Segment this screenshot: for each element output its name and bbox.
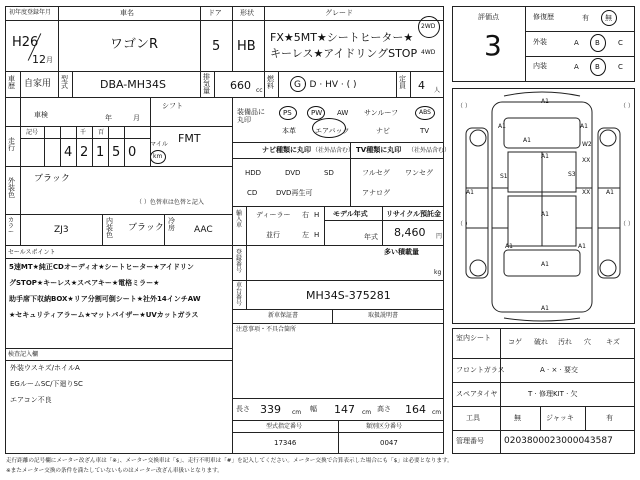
spare-value: T · 修理KIT · 欠 bbox=[528, 390, 578, 398]
month-unit: 月 bbox=[46, 56, 53, 64]
first-reg-label: 初年度登録年月 bbox=[9, 9, 52, 16]
tv-label: TV種類に丸印 bbox=[356, 146, 402, 154]
nav-dvd: DVD bbox=[285, 169, 301, 177]
fuel-label: 燃料 bbox=[267, 75, 274, 90]
nav-label: ナビ種類に丸印 bbox=[262, 146, 311, 154]
height-unit: cm bbox=[432, 409, 442, 416]
jack-label: ジャッキ bbox=[546, 414, 574, 422]
equip-aw: AW bbox=[337, 109, 349, 117]
length-unit: cm bbox=[292, 409, 302, 416]
equip-leather: 本革 bbox=[282, 127, 296, 135]
first-reg-month: 12 bbox=[32, 53, 46, 66]
mgmt-label: 管理番号 bbox=[456, 437, 484, 445]
nav-sub: （社外品含む） bbox=[312, 147, 355, 154]
equipment-label: 装備品に丸印 bbox=[237, 108, 265, 125]
height-value: 164 bbox=[405, 403, 426, 416]
door-label: ドア bbox=[208, 9, 222, 17]
diag-label-14: A1 bbox=[505, 243, 513, 250]
recycle-label: リサイクル預託金 bbox=[386, 210, 442, 218]
grade-line1: FX★5MT★シートヒーター★ bbox=[270, 31, 414, 44]
inspection-year: 年 bbox=[105, 114, 112, 122]
model: DBA-MH34S bbox=[100, 78, 167, 91]
mgmt-value: 0203800023000043587 bbox=[504, 436, 613, 446]
shape: HB bbox=[237, 39, 256, 54]
category: 自家用 bbox=[24, 79, 52, 89]
exterior-label: 外装色 bbox=[8, 177, 15, 199]
tv-fullseg: フルセグ bbox=[362, 169, 390, 177]
diag-label-11: A1 bbox=[466, 189, 474, 196]
new-car-warranty: 新車保証書 bbox=[268, 312, 299, 319]
fuel-selected-circle bbox=[290, 76, 306, 92]
import-parallel: 並行 bbox=[266, 231, 280, 239]
notes-label: 注意事項・不具合箇所 bbox=[236, 326, 297, 333]
exterior-color: ブラック bbox=[34, 174, 70, 184]
inspection-month: 月 bbox=[133, 114, 140, 122]
interior-color-label: 内装色 bbox=[106, 217, 113, 239]
inspection-label: 車検 bbox=[34, 111, 48, 119]
glass-label: フロントガラス bbox=[456, 366, 505, 374]
tools-value: 無 bbox=[514, 414, 521, 422]
model-year-label: モデル年式 bbox=[333, 210, 368, 218]
diag-label-9: S3 bbox=[568, 171, 576, 178]
seat-yogore: 汚れ bbox=[558, 338, 572, 346]
chassis-label: 車台番号 bbox=[236, 282, 243, 307]
diag-lr-bracket: （ ） bbox=[457, 221, 471, 228]
score-label: 評価点 bbox=[478, 13, 499, 21]
inspector-line-3: エアコン不良 bbox=[10, 396, 52, 404]
tv-sub: （社外品含む） bbox=[408, 147, 451, 154]
load-label: 多い積載量 bbox=[384, 248, 419, 256]
diag-rf-bracket: （ ） bbox=[620, 103, 634, 110]
spare-label: スペアタイヤ bbox=[456, 390, 498, 398]
equip-ps: PS bbox=[283, 109, 292, 117]
diag-label-17: A1 bbox=[541, 305, 549, 312]
import-right: 右 bbox=[302, 211, 309, 219]
length-value: 339 bbox=[260, 403, 281, 416]
diag-label-1: A1 bbox=[541, 98, 549, 105]
nav-hdd: HDD bbox=[245, 169, 262, 177]
sales-line-2: グSTOP★キーレス★スペアキー★電格ミラー★ bbox=[9, 279, 160, 287]
sales-line-3: 助手席下収納BOX★リア分割可倒シート★社外14インチAW bbox=[9, 295, 201, 303]
diag-label-7: XX bbox=[582, 157, 591, 164]
footer-line-1: 走行距離の記号欄にメーター改ざん車は「※」、メーター交換車は「$」、走行不明車は「#」を記入してください。メーター交換で合算表示した場合にも「$」は必要となります。 bbox=[6, 458, 453, 464]
diag-label-8: XX bbox=[582, 189, 591, 196]
interior-grade-label: 内装 bbox=[533, 62, 547, 70]
diag-label-13: A1 bbox=[541, 211, 549, 218]
shape-label: 形状 bbox=[240, 9, 254, 17]
import-handle-l: H bbox=[314, 231, 320, 239]
capacity-unit: 人 bbox=[434, 87, 441, 94]
seat-kizu: キズ bbox=[606, 338, 620, 346]
unit-km: km bbox=[153, 153, 163, 160]
sales-line-1: 5速MT★純正CDオーディオ★シートヒーター★アイドリン bbox=[9, 263, 194, 271]
model-label: 型式 bbox=[61, 75, 68, 90]
car-name-label: 車名 bbox=[120, 9, 134, 17]
mileage-digit-3: 1 bbox=[96, 145, 105, 160]
grade-line2: キーレス★アイドリングSTOP bbox=[270, 47, 418, 60]
ext-a: A bbox=[574, 39, 579, 47]
inspector-line-2: EGルームSC/下廻りSC bbox=[10, 380, 83, 388]
equip-tv: TV bbox=[420, 127, 430, 135]
shift-value: FMT bbox=[178, 132, 201, 145]
displacement-unit: cc bbox=[256, 87, 263, 94]
tools-label: 工具 bbox=[466, 414, 480, 422]
sales-points-label: セールスポイント bbox=[8, 249, 56, 256]
reg-number-label: 登録番号 bbox=[236, 249, 243, 274]
ext-c: C bbox=[618, 39, 623, 47]
diag-label-10: S1 bbox=[500, 173, 508, 180]
mileage-digit-2: 2 bbox=[80, 145, 89, 160]
drive-4wd: 4WD bbox=[421, 49, 436, 56]
width-label: 幅 bbox=[310, 405, 317, 413]
first-reg-year: H26 bbox=[12, 35, 39, 50]
diag-label-12: A1 bbox=[606, 189, 614, 196]
inspector-line-1: 外装ウスキズ/ホイルA bbox=[10, 364, 80, 372]
glass-value: A · × · 要交 bbox=[540, 366, 579, 374]
diag-label-6: W2 bbox=[582, 141, 592, 148]
class-no-label: 類別区分番号 bbox=[366, 423, 403, 430]
import-label: 輸入車 bbox=[236, 210, 243, 229]
load-kg: kg bbox=[434, 269, 442, 276]
exterior-note: （ ）色替車は色替と記入 bbox=[136, 199, 204, 206]
diag-label-2: A1 bbox=[498, 123, 506, 130]
color-code-label: カラー bbox=[8, 217, 15, 236]
mileage-digits-label: 記号 bbox=[26, 129, 39, 136]
int-a: A bbox=[574, 63, 579, 71]
tv-oneseg: ワンセグ bbox=[405, 169, 433, 177]
capacity: 4 bbox=[418, 79, 425, 92]
mileage-digit-1: 4 bbox=[64, 145, 73, 160]
grade-label: グレード bbox=[325, 9, 353, 17]
chassis-number: MH34S-375281 bbox=[306, 289, 391, 302]
seat-yabure: 破れ bbox=[534, 338, 548, 346]
mileage-label: 走行 bbox=[8, 137, 15, 152]
interior-color: ブラック bbox=[128, 223, 164, 233]
class-no: 0047 bbox=[380, 439, 398, 447]
width-value: 147 bbox=[334, 403, 355, 416]
nav-dvd-play: DVD再生可 bbox=[276, 189, 313, 197]
import-left: 左 bbox=[302, 231, 309, 239]
tv-analog: アナログ bbox=[362, 189, 390, 197]
recycle-value: 8,460 bbox=[394, 226, 426, 239]
diag-rr-bracket: （ ） bbox=[620, 221, 634, 228]
ac-value: AAC bbox=[194, 225, 213, 235]
model-year-unit: 年式 bbox=[364, 233, 378, 241]
sales-line-4: ★セキュリティアラーム★マットバイザー★UVカットガラス bbox=[9, 311, 199, 319]
seat-label: 室内シート bbox=[456, 334, 491, 342]
repair-label: 修復歴 bbox=[533, 13, 554, 21]
drive-2wd: 2WD bbox=[421, 23, 436, 30]
diag-label-4: A1 bbox=[523, 137, 531, 144]
displacement-label: 排気量 bbox=[203, 73, 210, 95]
doors: 5 bbox=[212, 39, 221, 54]
unit-mile: マイル bbox=[150, 141, 168, 148]
equip-airbag: エアバック bbox=[315, 127, 350, 135]
manual-label: 取扱説明書 bbox=[368, 312, 399, 319]
fuel-options: G · D · HV · ( ) bbox=[294, 80, 357, 90]
width-unit: cm bbox=[362, 409, 372, 416]
type-no: 17346 bbox=[274, 439, 297, 447]
equip-navi: ナビ bbox=[376, 127, 390, 135]
exterior-grade-label: 外装 bbox=[533, 38, 547, 46]
int-b: B bbox=[595, 63, 600, 71]
height-label: 高さ bbox=[377, 405, 391, 413]
shift-label: シフト bbox=[162, 102, 183, 110]
import-handle-r: H bbox=[314, 211, 320, 219]
nav-sd: SD bbox=[324, 169, 334, 177]
mileage-digit-4: 5 bbox=[112, 145, 121, 160]
category-label: 車歴 bbox=[8, 75, 15, 90]
repair-no: 無 bbox=[605, 14, 612, 22]
diag-lf-bracket: （ ） bbox=[457, 103, 471, 110]
length-label: 長さ bbox=[236, 405, 250, 413]
equip-sunroof: サンルーフ bbox=[364, 109, 399, 117]
diag-label-15: A1 bbox=[578, 243, 586, 250]
nav-cd: CD bbox=[247, 189, 258, 197]
color-code: ZJ3 bbox=[54, 225, 69, 235]
jack-value: 有 bbox=[606, 414, 613, 422]
unit-1000: 千 bbox=[80, 129, 87, 136]
ext-b: B bbox=[595, 39, 600, 47]
diag-label-3: A1 bbox=[580, 123, 588, 130]
inspector-label: 検査記入欄 bbox=[8, 351, 39, 358]
recycle-unit: 円 bbox=[436, 233, 443, 240]
import-dealer: ディーラー bbox=[256, 211, 291, 219]
type-no-label: 型式指定番号 bbox=[266, 423, 303, 430]
displacement: 660 bbox=[230, 79, 251, 92]
diag-label-16: A1 bbox=[541, 261, 549, 268]
footer-line-2: ※またメーター交換の条件を満たしていないものはメーター改ざん車扱いとなります。 bbox=[6, 468, 223, 474]
unit-100: 百 bbox=[98, 129, 105, 136]
equip-pw: PW bbox=[311, 109, 323, 117]
equip-abs: ABS bbox=[419, 109, 431, 116]
score-value: 3 bbox=[484, 29, 502, 62]
diag-label-5: A1 bbox=[541, 153, 549, 160]
car-diagram-svg bbox=[452, 88, 635, 324]
seat-ana: 穴 bbox=[584, 338, 591, 346]
capacity-label: 定員 bbox=[399, 75, 406, 90]
repair-yes: 有 bbox=[582, 14, 589, 22]
mileage-digit-5: 0 bbox=[128, 145, 137, 160]
int-c: C bbox=[618, 63, 623, 71]
seat-koge: コゲ bbox=[508, 338, 522, 346]
ac-label: 冷房 bbox=[168, 217, 175, 232]
car-name: ワゴンR bbox=[110, 37, 159, 52]
